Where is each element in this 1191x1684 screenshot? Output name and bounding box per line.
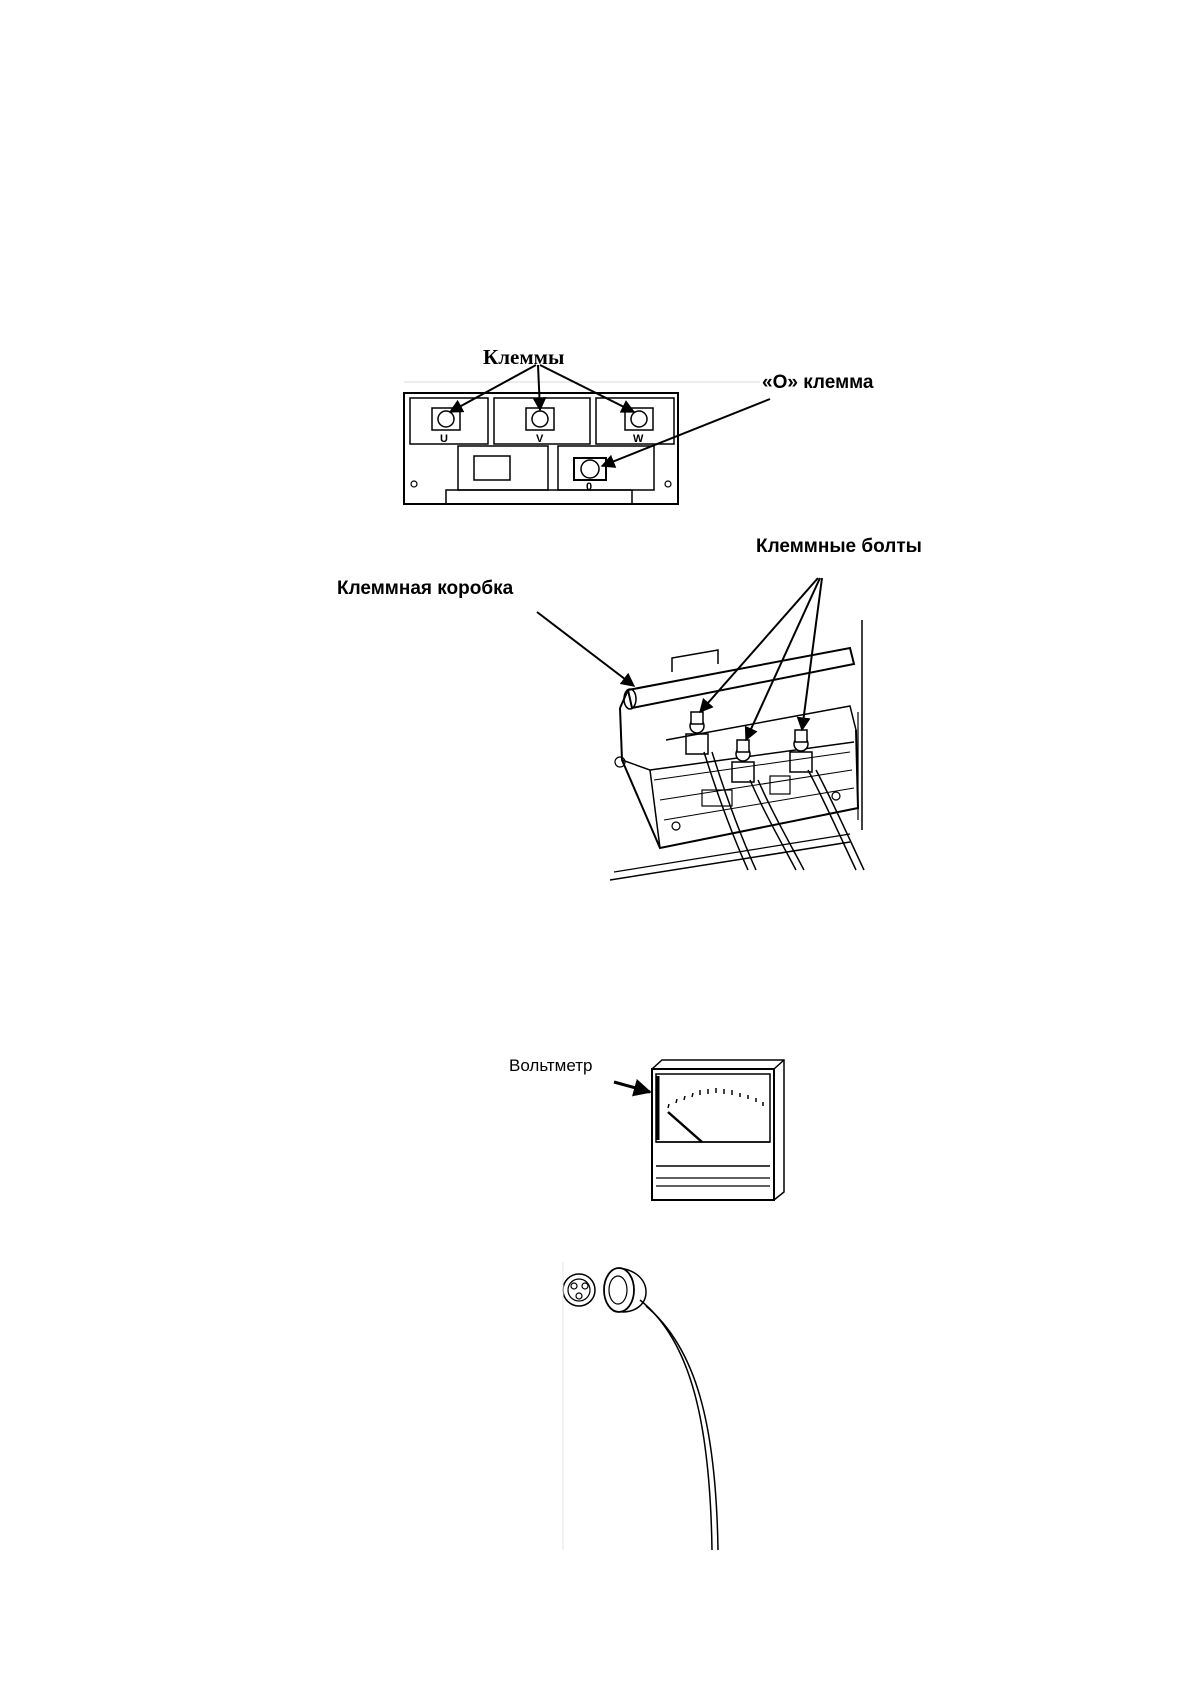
terminal-v (526, 408, 554, 430)
label-o-terminal: «O» клемма (762, 372, 874, 393)
cable (640, 1300, 712, 1550)
terminal-w (625, 408, 653, 430)
arrow-to-bolt-2 (746, 578, 820, 740)
label-terminal-bolts: Клеммные болты (756, 536, 922, 557)
arrow-to-terminal-box (537, 612, 634, 686)
terminal-housing (404, 393, 678, 504)
terminal-block-figure (0, 0, 1191, 520)
letter-v: V (536, 433, 544, 445)
voltmeter-figure (0, 1040, 1191, 1210)
socket (563, 1274, 595, 1306)
arrow-to-w (540, 365, 634, 412)
terminal-block-drawing (0, 0, 1191, 520)
label-terminal-box: Клеммная коробка (337, 578, 514, 599)
terminal-u (432, 408, 460, 430)
voltmeter-drawing (0, 1040, 1191, 1210)
arrow-to-voltmeter (614, 1082, 650, 1092)
terminal-box-drawing (0, 520, 1191, 900)
terminal-box-figure (0, 520, 1191, 900)
voltmeter-body (652, 1069, 774, 1200)
label-terminals: Клеммы (483, 345, 565, 369)
letter-o: 0 (586, 481, 593, 493)
bolt-2 (732, 740, 754, 782)
plug (604, 1268, 646, 1312)
plug-socket-figure (0, 1250, 1191, 1570)
plug-socket-drawing (0, 1250, 1191, 1570)
letter-u: U (440, 433, 448, 445)
terminal-o (574, 458, 606, 480)
label-voltmeter: Вольтметр (509, 1056, 593, 1075)
arrow-to-u (450, 365, 536, 412)
arrow-to-v (538, 365, 540, 410)
arrow-to-bolt-1 (700, 578, 818, 712)
letter-w: W (633, 433, 644, 445)
